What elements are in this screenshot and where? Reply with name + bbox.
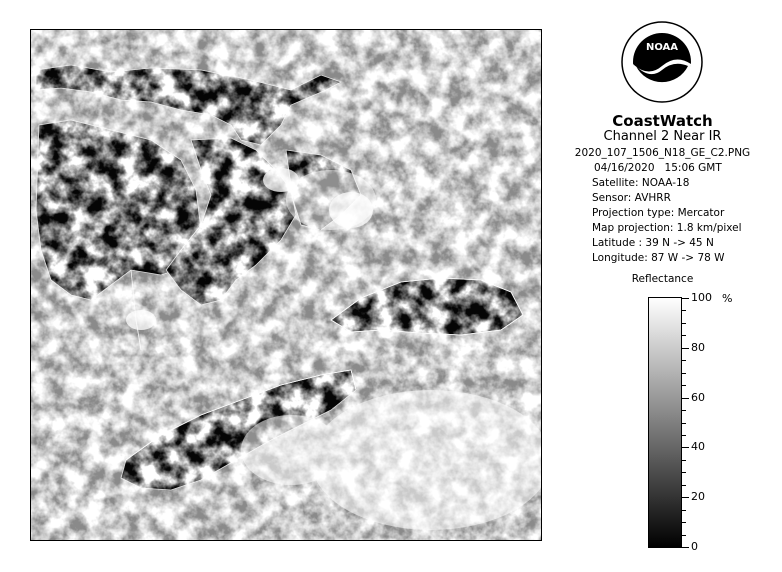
metadata-block [592,161,772,266]
colorbar-minor-tick [682,323,686,324]
colorbar-minor-tick [682,472,686,473]
satellite-image-map [30,29,542,541]
colorbar-major-tick [682,447,689,448]
legend-title: Reflectance [631,273,694,285]
map-projection-label: Map projection: 1.8 km/pixel [592,222,742,234]
filename-label: 2020_107_1506_N18_GE_C2.PNG [574,147,751,159]
noaa-logo [620,20,704,104]
colorbar-tick-label: 0 [691,540,698,553]
brand-title: CoastWatch [612,112,713,130]
longitude-label: Longitude: 87 W -> 78 W [592,252,725,264]
reflectance-colorbar [648,297,682,548]
datetime-label: 04/16/2020 15:06 GMT [594,162,722,174]
colorbar-minor-tick [682,522,686,523]
colorbar-major-tick [682,298,689,299]
sensor-label: Sensor: AVHRR [592,192,671,204]
product-title: Channel 2 Near IR [603,129,722,144]
colorbar-tick-label: 20 [691,490,705,504]
colorbar-major-tick [682,547,689,548]
colorbar-tick-label: 100 [691,291,712,304]
legend-unit: % [722,292,733,305]
colorbar-minor-tick [682,485,686,486]
colorbar-minor-tick [682,423,686,424]
svg-text:NOAA: NOAA [645,42,679,53]
colorbar-major-tick [682,348,689,349]
colorbar-minor-tick [682,385,686,386]
colorbar-minor-tick [682,410,686,411]
near-ir-image [31,30,542,541]
latitude-label: Latitude : 39 N -> 45 N [592,237,714,249]
colorbar-minor-tick [682,535,686,536]
colorbar-major-tick [682,497,689,498]
colorbar-minor-tick [682,310,686,311]
colorbar-tick-label: 80 [691,340,705,354]
colorbar-minor-tick [682,335,686,336]
colorbar-major-tick [682,398,689,399]
colorbar-minor-tick [682,460,686,461]
projection-type-label: Projection type: Mercator [592,207,725,219]
colorbar-tick-label: 40 [691,440,705,454]
satellite-label: Satellite: NOAA-18 [592,177,690,189]
colorbar-minor-tick [682,510,686,511]
colorbar-minor-tick [682,373,686,374]
colorbar-minor-tick [682,435,686,436]
colorbar-minor-tick [682,360,686,361]
colorbar-tick-label: 60 [691,390,705,404]
